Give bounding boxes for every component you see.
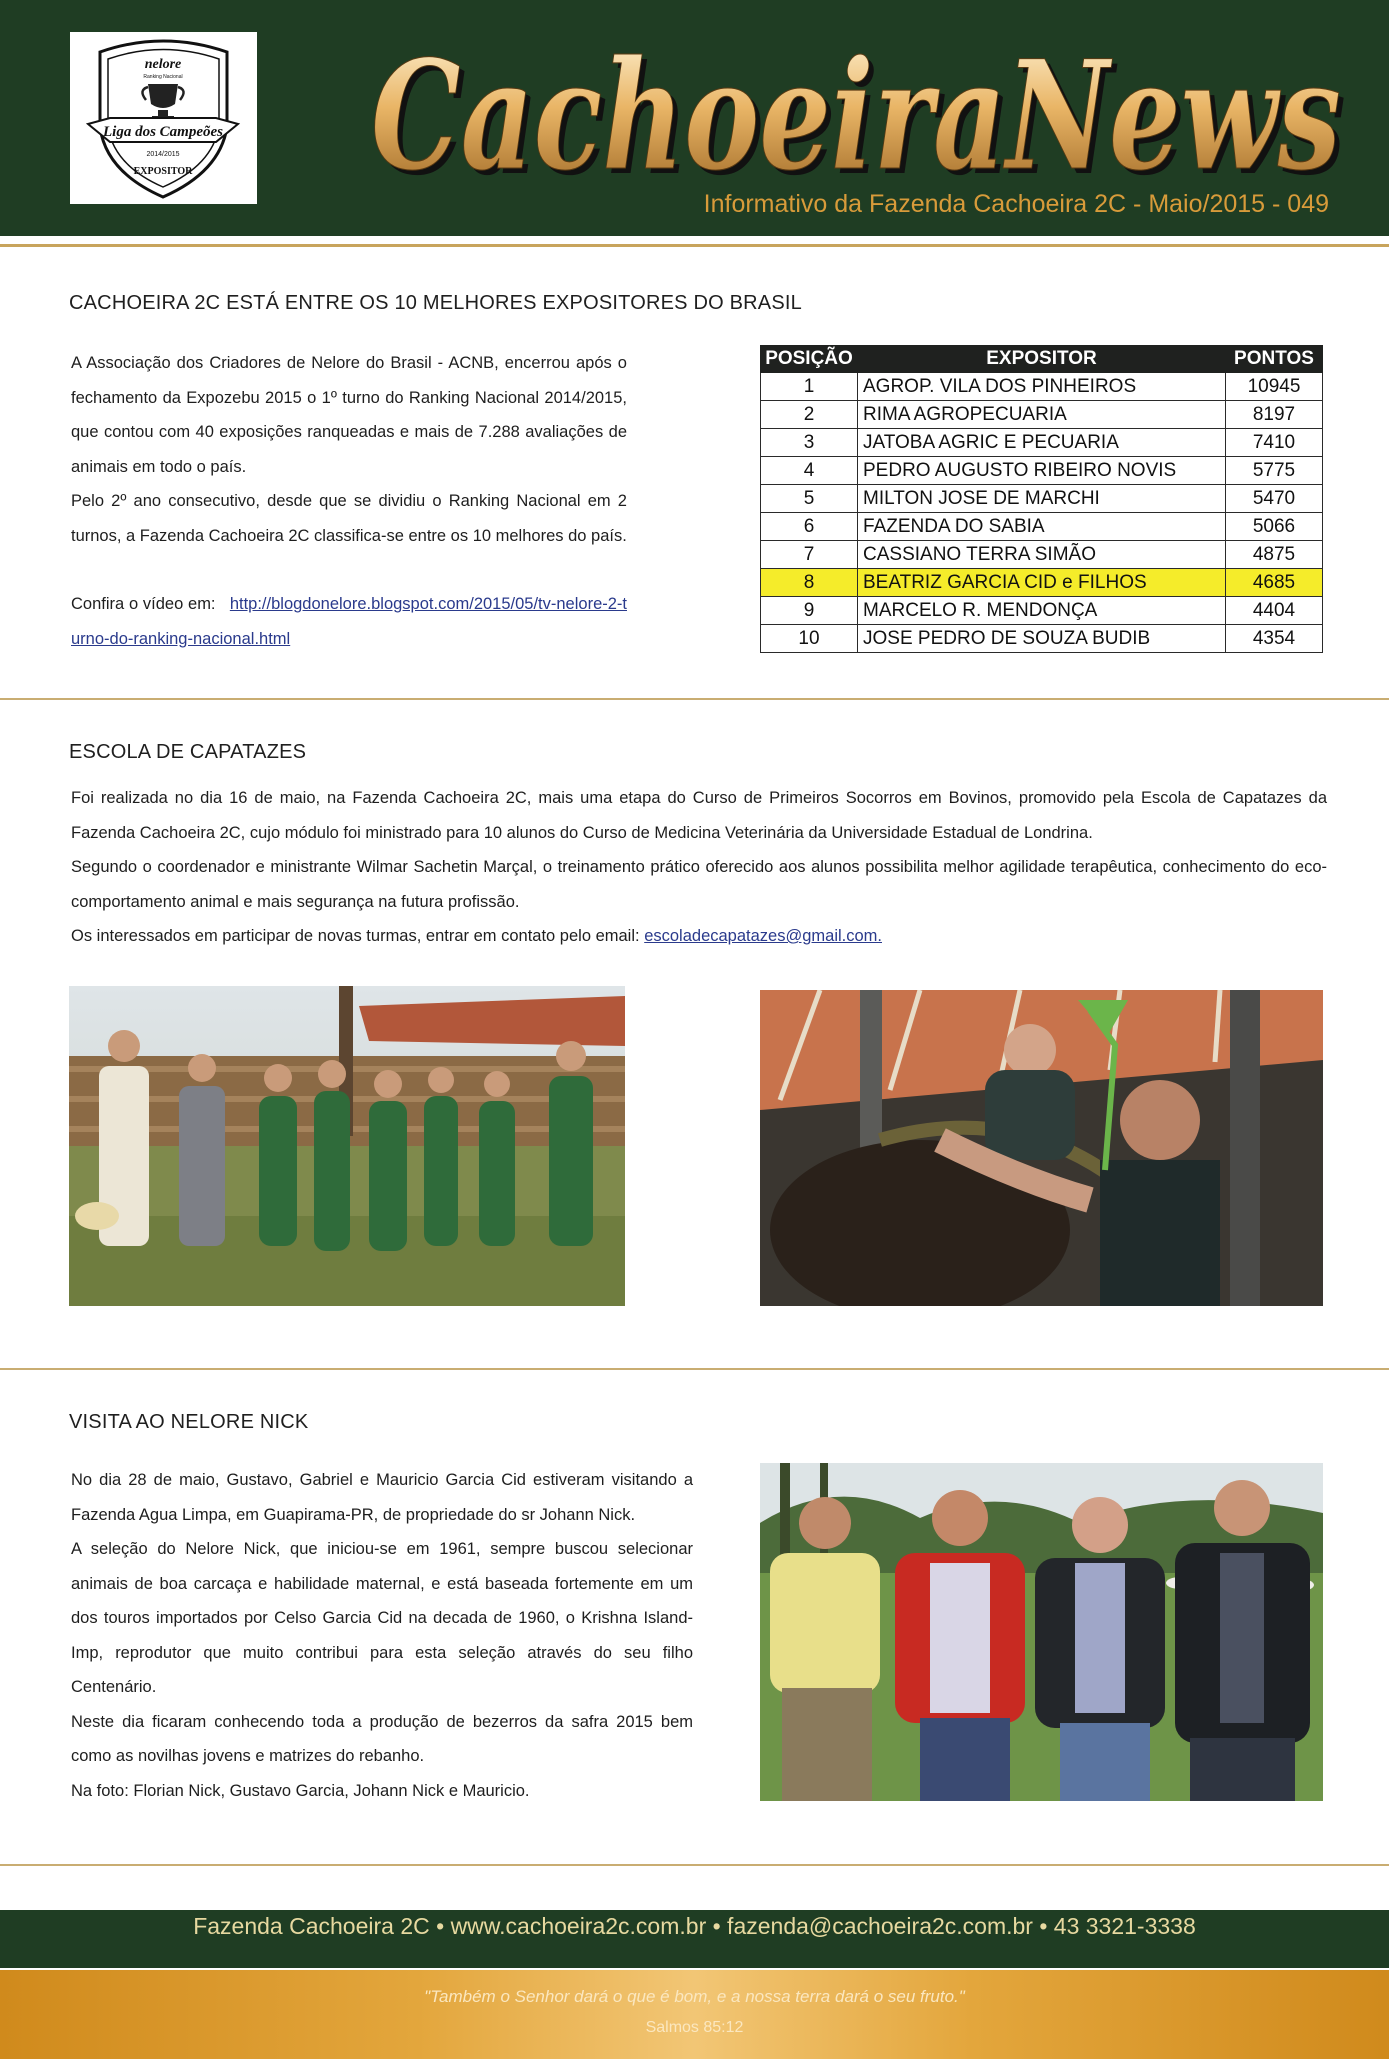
header-divider bbox=[0, 236, 1389, 247]
table-row bbox=[761, 429, 1323, 457]
masthead-text: CachoeiraNews bbox=[371, 28, 1341, 193]
cell-exhibitor: JATOBA AGRIC E PECUARIA bbox=[858, 429, 1226, 457]
photo-visit-group bbox=[760, 1463, 1323, 1801]
cell-points: 10945 bbox=[1226, 373, 1323, 401]
footer-quote: "Também o Senhor dará o que é bom, e a nossa terra dará o seu fruto." bbox=[424, 1987, 965, 2006]
visita-article bbox=[71, 1463, 693, 1808]
cell-points: 7410 bbox=[1226, 429, 1323, 457]
visita-paragraph-1: No dia 28 de maio, Gustavo, Gabriel e Mauricio Garcia Cid estiveram visitando a Fazenda Agua Limpa, em Guapirama-PR, de propriedade do sr Johann Nick. bbox=[71, 1471, 693, 1524]
section-divider bbox=[0, 1368, 1389, 1370]
cell-points: 4404 bbox=[1226, 597, 1323, 625]
masthead-title bbox=[365, 18, 1355, 193]
visita-paragraph-3: Neste dia ficaram conhecendo toda a produção de bezerros da safra 2015 bem como as novilhas jovens e matrizes do rebanho. bbox=[71, 1712, 693, 1765]
cell-points: 8197 bbox=[1226, 401, 1323, 429]
ranking-article bbox=[71, 346, 627, 656]
table-row bbox=[761, 597, 1323, 625]
logo-season: 2014/2015 bbox=[146, 151, 180, 158]
cell-exhibitor: AGROP. VILA DOS PINHEIROS bbox=[858, 373, 1226, 401]
visita-photo-caption: Na foto: Florian Nick, Gustavo Garcia, Johann Nick e Mauricio. bbox=[71, 1781, 530, 1800]
escola-paragraph-1: Foi realizada no dia 16 de maio, na Fazenda Cachoeira 2C, mais uma etapa do Curso de Primeiros Socorros em Bovinos, promovido pela Escola de Capatazes da Fazenda Cachoeira 2C, cujo módulo foi ministrado para 10 alunos do Curso de Medicina Veterinária da Universidade Estadual de Londrina. bbox=[71, 789, 1327, 842]
ranking-paragraph-1: A Associação dos Criadores de Nelore do Brasil - ACNB, encerrou após o fechamento da Expozebu 2015 o 1º turno do Ranking Nacional 2014/2015, que contou com 40 exposições ranqueadas e mais de 7.288 avaliações de animais em todo o país. bbox=[71, 354, 627, 476]
photo-first-aid-training bbox=[760, 990, 1323, 1306]
newsletter-subtitle: Informativo da Fazenda Cachoeira 2C - Maio/2015 - 049 bbox=[703, 190, 1329, 218]
video-label: Confira o vídeo em: bbox=[71, 595, 216, 613]
cell-position: 10 bbox=[761, 625, 858, 653]
section-title-visita: VISITA AO NELORE NICK bbox=[69, 1411, 309, 1433]
table-row bbox=[761, 513, 1323, 541]
cell-position: 8 bbox=[761, 569, 858, 597]
footer-contact-text: Fazenda Cachoeira 2C • www.cachoeira2c.com.br • fazenda@cachoeira2c.com.br • 43 3321-3338 bbox=[193, 1913, 1196, 1939]
video-link[interactable]: http://blogdonelore.blogspot.com/2015/05/tv-nelore-2-turno-do-ranking-nacional.html bbox=[71, 595, 627, 648]
cell-points: 4875 bbox=[1226, 541, 1323, 569]
video-line bbox=[71, 587, 627, 656]
table-row-highlighted bbox=[761, 569, 1323, 597]
cell-points: 5470 bbox=[1226, 485, 1323, 513]
cell-position: 6 bbox=[761, 513, 858, 541]
cell-position: 9 bbox=[761, 597, 858, 625]
visita-paragraph-2: A seleção do Nelore Nick, que iniciou-se em 1961, sempre buscou selecionar animais de boa carcaça e habilidade maternal, e está baseada fortemente em um dos touros importados por Celso Garcia Cid na decada de 1960, o Krishna Island-Imp, reprodutor que muito contribui para esta seleção através do seu filho Centenário. bbox=[71, 1540, 693, 1696]
cell-position: 3 bbox=[761, 429, 858, 457]
table-row bbox=[761, 373, 1323, 401]
cell-points: 5066 bbox=[1226, 513, 1323, 541]
table-row bbox=[761, 457, 1323, 485]
section-divider bbox=[0, 1864, 1389, 1866]
column-header-position: POSIÇÃO bbox=[761, 346, 858, 373]
masthead-shadow: CachoeiraNews bbox=[376, 33, 1346, 193]
logo-tagline: Ranking Nacional bbox=[143, 74, 183, 80]
cell-points: 5775 bbox=[1226, 457, 1323, 485]
footer-quote-band bbox=[0, 1970, 1389, 2059]
logo-banner: Liga dos Campeões bbox=[103, 124, 223, 140]
section-title-escola: ESCOLA DE CAPATAZES bbox=[69, 741, 307, 763]
table-row bbox=[761, 541, 1323, 569]
section-divider bbox=[0, 698, 1389, 700]
photo-students-group bbox=[69, 986, 625, 1306]
table-header-row bbox=[761, 346, 1323, 373]
cell-position: 7 bbox=[761, 541, 858, 569]
cell-exhibitor: MARCELO R. MENDONÇA bbox=[858, 597, 1226, 625]
table-row bbox=[761, 625, 1323, 653]
cell-exhibitor: CASSIANO TERRA SIMÃO bbox=[858, 541, 1226, 569]
section-title-ranking: CACHOEIRA 2C ESTÁ ENTRE OS 10 MELHORES EXPOSITORES DO BRASIL bbox=[69, 292, 802, 314]
column-header-points: PONTOS bbox=[1226, 346, 1323, 373]
escola-email-link[interactable]: escoladecapatazes@gmail.com. bbox=[644, 927, 882, 945]
escola-contact-text: Os interessados em participar de novas turmas, entrar em contato pelo email: bbox=[71, 927, 640, 945]
logo-role: EXPOSITOR bbox=[133, 166, 193, 177]
cell-position: 2 bbox=[761, 401, 858, 429]
cell-exhibitor: JOSE PEDRO DE SOUZA BUDIB bbox=[858, 625, 1226, 653]
escola-contact-line bbox=[71, 919, 1327, 954]
cell-exhibitor: FAZENDA DO SABIA bbox=[858, 513, 1226, 541]
footer-quote-reference: Salmos 85:12 bbox=[645, 2019, 744, 2036]
ranking-table bbox=[760, 345, 1323, 653]
column-header-exhibitor: EXPOSITOR bbox=[858, 346, 1226, 373]
table-row bbox=[761, 401, 1323, 429]
cell-exhibitor: MILTON JOSE DE MARCHI bbox=[858, 485, 1226, 513]
logo-brand: nelore bbox=[144, 57, 182, 72]
cell-exhibitor: PEDRO AUGUSTO RIBEIRO NOVIS bbox=[858, 457, 1226, 485]
cell-position: 5 bbox=[761, 485, 858, 513]
cell-points: 4354 bbox=[1226, 625, 1323, 653]
escola-paragraph-2: Segundo o coordenador e ministrante Wilmar Sachetin Marçal, o treinamento prático oferecido aos alunos possibilita melhor agilidade terapêutica, conhecimento do eco-comportamento animal e mais segurança na futura profissão. bbox=[71, 858, 1327, 911]
liga-dos-campeoes-logo bbox=[70, 32, 257, 204]
cell-position: 1 bbox=[761, 373, 858, 401]
ranking-paragraph-2: Pelo 2º ano consecutivo, desde que se dividiu o Ranking Nacional em 2 turnos, a Fazenda Cachoeira 2C classifica-se entre os 10 melhores do país. bbox=[71, 492, 627, 545]
cell-position: 4 bbox=[761, 457, 858, 485]
table-row bbox=[761, 485, 1323, 513]
cell-points: 4685 bbox=[1226, 569, 1323, 597]
cell-exhibitor: RIMA AGROPECUARIA bbox=[858, 401, 1226, 429]
cell-exhibitor: BEATRIZ GARCIA CID e FILHOS bbox=[858, 569, 1226, 597]
escola-article bbox=[71, 781, 1327, 954]
